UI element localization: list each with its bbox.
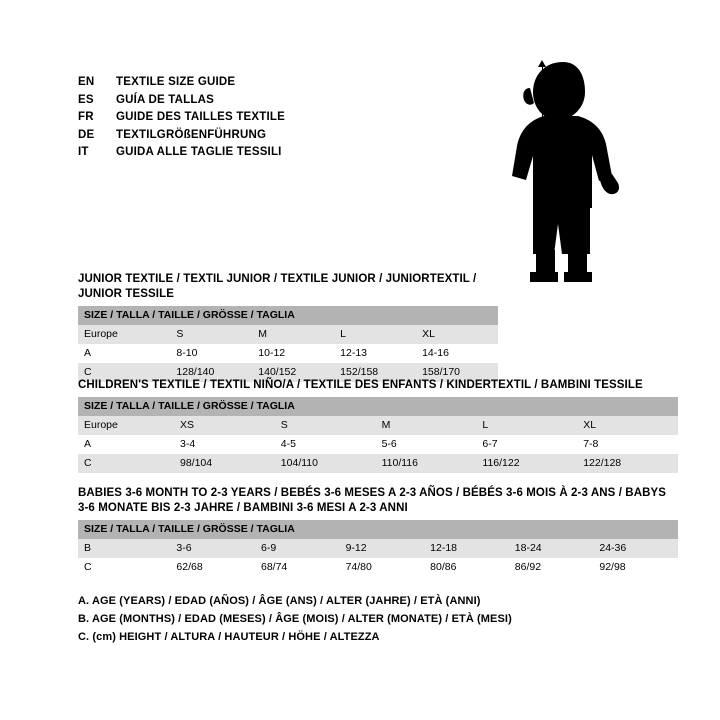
language-text: GUIDA ALLE TAGLIE TESSILI	[116, 146, 282, 158]
cell: 140/152	[252, 363, 334, 382]
cell: L	[476, 416, 577, 435]
cell: 86/92	[509, 558, 594, 577]
cell: 74/80	[340, 558, 425, 577]
cell: 98/104	[174, 454, 275, 473]
cell: 4-5	[275, 435, 376, 454]
cell: M	[252, 325, 334, 344]
language-row	[78, 92, 478, 110]
language-row	[78, 74, 478, 92]
cell: 68/74	[255, 558, 340, 577]
cell: 104/110	[275, 454, 376, 473]
cell: 116/122	[476, 454, 577, 473]
legend-item-c: C. (cm) HEIGHT / ALTURA / HAUTEUR / HÖHE / ALTEZZA	[78, 631, 380, 643]
measure-label-c: C	[516, 168, 524, 180]
cell: 92/98	[593, 558, 678, 577]
cell: S	[170, 325, 252, 344]
table-row	[78, 416, 678, 435]
table-header-row	[78, 306, 498, 325]
table-header-label: SIZE / TALLA / TAILLE / GRÖSSE / TAGLIA	[78, 520, 678, 539]
language-row	[78, 127, 478, 145]
table-header-label: SIZE / TALLA / TAILLE / GRÖSSE / TAGLIA	[78, 306, 498, 325]
section-children	[78, 378, 678, 473]
cell: 14-16	[416, 344, 498, 363]
language-text: GUÍA DE TALLAS	[116, 93, 214, 106]
legend-item-a: A. AGE (YEARS) / EDAD (AÑOS) / ÂGE (ANS) / ALTER (JAHRE) / ETÀ (ANNI)	[78, 595, 481, 607]
cell: 10-12	[252, 344, 334, 363]
language-row	[78, 144, 478, 162]
size-table-children	[78, 397, 678, 473]
language-code: DE	[78, 128, 95, 141]
cell: 3-6	[170, 539, 255, 558]
section-title: JUNIOR TEXTILE / TEXTIL JUNIOR / TEXTILE JUNIOR / JUNIORTEXTIL / JUNIOR TESSILE	[78, 273, 477, 300]
cell: 9-12	[340, 539, 425, 558]
table-row	[78, 344, 498, 363]
cell: 5-6	[376, 435, 477, 454]
cell: 24-36	[593, 539, 678, 558]
measure-line	[542, 66, 543, 274]
cell: XL	[416, 325, 498, 344]
row-label: C	[78, 558, 170, 577]
table-row	[78, 325, 498, 344]
language-code: EN	[78, 76, 95, 88]
cell: 158/170	[416, 363, 498, 382]
language-code: IT	[78, 146, 89, 158]
row-label: Europe	[78, 416, 174, 435]
table-header-row	[78, 520, 678, 539]
section-title: CHILDREN'S TEXTILE / TEXTIL NIÑO/A / TEXTILE DES ENFANTS / KINDERTEXTIL / BAMBINI TESSILE	[78, 379, 643, 391]
row-label: A	[78, 344, 170, 363]
cell: 110/116	[376, 454, 477, 473]
language-text: TEXTILGRÖßENFÜHRUNG	[116, 128, 267, 141]
cell: XS	[174, 416, 275, 435]
row-label: Europe	[78, 325, 170, 344]
table-row	[78, 454, 678, 473]
language-list	[78, 74, 478, 162]
cell: 12-13	[334, 344, 416, 363]
cell: 12-18	[424, 539, 509, 558]
cell: M	[376, 416, 477, 435]
cell: 6-9	[255, 539, 340, 558]
legend-item-b: B. AGE (MONTHS) / EDAD (MESES) / ÂGE (MOIS) / ALTER (MONATE) / ETÀ (MESI)	[78, 613, 512, 625]
table-row	[78, 558, 678, 577]
cell: 152/158	[334, 363, 416, 382]
cell: 8-10	[170, 344, 252, 363]
language-row	[78, 109, 478, 127]
cell: L	[334, 325, 416, 344]
cell: 62/68	[170, 558, 255, 577]
cell: 3-4	[174, 435, 275, 454]
height-diagram	[500, 58, 680, 283]
legend	[78, 592, 512, 646]
cell: 128/140	[170, 363, 252, 382]
arrow-down-icon	[538, 268, 546, 275]
row-label: B	[78, 539, 170, 558]
section-junior	[78, 272, 498, 382]
size-table-babies	[78, 520, 678, 577]
cell: S	[275, 416, 376, 435]
cell: XL	[577, 416, 678, 435]
section-title: BABIES 3-6 MONTH TO 2-3 YEARS / BEBÉS 3-6 MESES A 2-3 AÑOS / BÉBÉS 3-6 MOIS À 2-3 ANS / BABYS 3-6 MONATE BIS 2-3 JAHRE / BAMBINI 3-6 MESI A 2-3 ANNI	[78, 487, 667, 514]
size-table-junior	[78, 306, 498, 382]
cell: 7-8	[577, 435, 678, 454]
table-header-row	[78, 397, 678, 416]
cell: 122/128	[577, 454, 678, 473]
language-text: TEXTILE SIZE GUIDE	[116, 76, 236, 88]
cell: 18-24	[509, 539, 594, 558]
row-label: C	[78, 363, 170, 382]
section-babies	[78, 486, 678, 577]
row-label: C	[78, 454, 174, 473]
language-code: FR	[78, 111, 94, 123]
cell: 80/86	[424, 558, 509, 577]
table-row	[78, 539, 678, 558]
cell: 6-7	[476, 435, 577, 454]
table-row	[78, 435, 678, 454]
row-label: A	[78, 435, 174, 454]
language-text: GUIDE DES TAILLES TEXTILE	[116, 111, 285, 123]
language-code: ES	[78, 93, 94, 106]
table-header-label: SIZE / TALLA / TAILLE / GRÖSSE / TAGLIA	[78, 397, 678, 416]
